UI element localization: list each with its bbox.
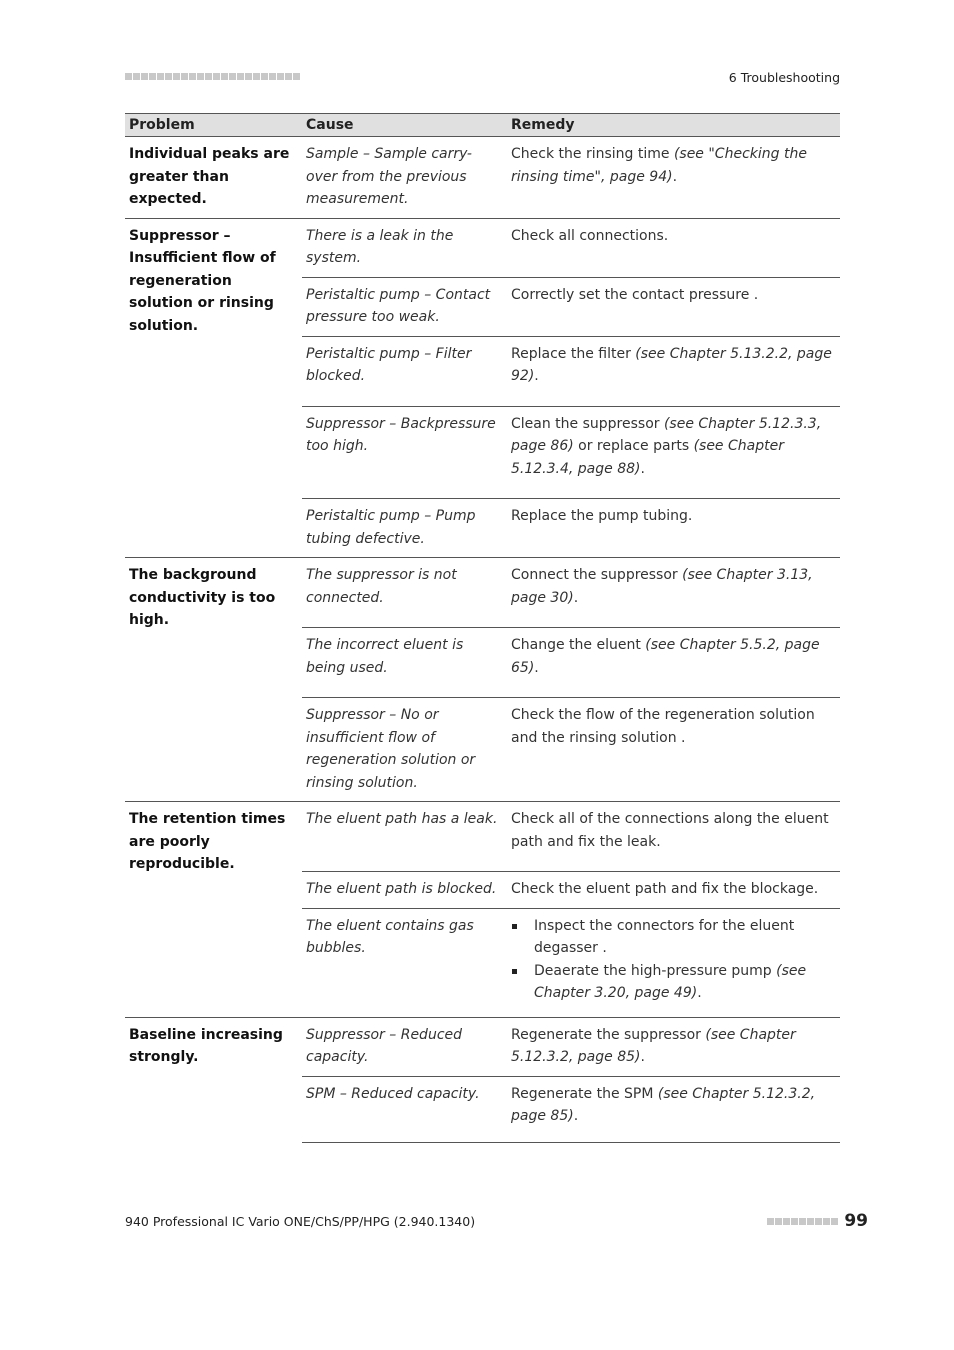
remedy-cell: Regenerate the suppressor (see Chapter 5.12.3.2, page 85). <box>507 1017 840 1076</box>
remedy-cell: Check the rinsing time (see "Checking the rinsing time", page 94). <box>511 146 807 185</box>
table-row <box>125 218 840 277</box>
header-decoration <box>125 73 300 80</box>
footer-page <box>767 1211 868 1231</box>
table-row <box>125 558 840 628</box>
problem-cell: Baseline increasing strongly. <box>125 1017 302 1142</box>
cross-reference: (see Chapter 3.13, page 30) <box>511 567 813 606</box>
cross-reference: (see Chapter 5.12.3.3, page 86) <box>511 415 822 454</box>
cause-cell: The eluent path is blocked. <box>302 872 507 909</box>
cross-reference: (see Chapter 3.20, page 49) <box>534 962 807 1001</box>
section-title: 6 Troubleshooting <box>728 70 840 85</box>
remedy-cell: Change the eluent (see Chapter 5.5.2, page 65). <box>507 628 840 698</box>
header-remedy: Remedy <box>507 114 840 137</box>
remedy-cell: Check the eluent path and fix the blockage. <box>507 872 840 909</box>
remedy-cell: Replace the pump tubing. <box>507 499 840 558</box>
cross-reference: (see Chapter 5.12.3.4, page 88) <box>511 438 784 477</box>
remedy-cell: Correctly set the contact pressure . <box>507 277 840 336</box>
cause-cell: Suppressor – Backpressure too high. <box>302 406 507 499</box>
problem-cell: The background conductivity is too high. <box>125 558 302 802</box>
cross-reference: (see Chapter 5.13.2.2, page 92) <box>511 345 832 384</box>
list-item: Inspect the connectors for the eluent degasser . <box>511 915 836 960</box>
cause-cell: Suppressor – Reduced capacity. <box>302 1017 507 1076</box>
remedy-cell <box>507 908 840 1017</box>
remedy-cell: Replace the filter (see Chapter 5.13.2.2, page 92). <box>507 336 840 406</box>
cause-cell: There is a leak in the system. <box>302 218 507 277</box>
remedy-cell: Connect the suppressor (see Chapter 3.13, page 30). <box>507 558 840 628</box>
cause-cell: The eluent contains gas bubbles. <box>302 908 507 1017</box>
footer-decoration <box>767 1218 838 1225</box>
cross-reference: (see Chapter 5.12.3.2, page 85) <box>511 1026 796 1065</box>
cause-cell: Suppressor – No or insufficient flow of regeneration solution or rinsing solution. <box>302 698 507 802</box>
remedy-cell: Check all connections. <box>507 218 840 277</box>
cross-reference: (see Chapter 5.12.3.2, page 85) <box>511 1085 816 1124</box>
problem-cell: The retention times are poorly reproducible. <box>125 802 302 1018</box>
header-problem: Problem <box>125 114 302 137</box>
list-item: Deaerate the high-pressure pump (see Chapter 3.20, page 49). <box>511 960 836 1005</box>
remedy-bullet-list <box>511 915 836 1005</box>
footer-product: 940 Professional IC Vario ONE/ChS/PP/HPG (2.940.1340) <box>125 1214 476 1229</box>
header-cause: Cause <box>302 114 507 137</box>
cause-cell: The incorrect eluent is being used. <box>302 628 507 698</box>
table-row <box>125 802 840 872</box>
cause-cell: Peristaltic pump – Pump tubing defective. <box>302 499 507 558</box>
table-row <box>125 137 840 219</box>
cause-cell: Sample – Sample carry-over from the previous measurement. <box>306 146 472 207</box>
table-header-row <box>125 114 840 137</box>
cause-cell: Peristaltic pump – Contact pressure too weak. <box>302 277 507 336</box>
remedy-cell: Clean the suppressor (see Chapter 5.12.3.3, page 86) or replace parts (see Chapter 5.12.3.4, page 88). <box>507 406 840 499</box>
page-number: 99 <box>844 1211 868 1231</box>
problem-cell: Suppressor – Insufficient flow of regeneration solution or rinsing solution. <box>125 218 302 558</box>
problem-cell: Individual peaks are greater than expected. <box>129 146 290 207</box>
cause-cell: Peristaltic pump – Filter blocked. <box>302 336 507 406</box>
remedy-cell: Check the flow of the regeneration solution and the rinsing solution . <box>507 698 840 802</box>
cause-cell: SPM – Reduced capacity. <box>302 1076 507 1142</box>
cross-reference: (see Chapter 5.5.2, page 65) <box>511 637 820 676</box>
remedy-cell: Check all of the connections along the eluent path and fix the leak. <box>507 802 840 872</box>
remedy-cell: Regenerate the SPM (see Chapter 5.12.3.2, page 85). <box>507 1076 840 1142</box>
cross-reference: (see "Checking the rinsing time", page 94) <box>511 146 807 185</box>
troubleshooting-table <box>125 113 840 1143</box>
table-row <box>125 1017 840 1076</box>
cause-cell: The eluent path has a leak. <box>302 802 507 872</box>
cause-cell: The suppressor is not connected. <box>302 558 507 628</box>
